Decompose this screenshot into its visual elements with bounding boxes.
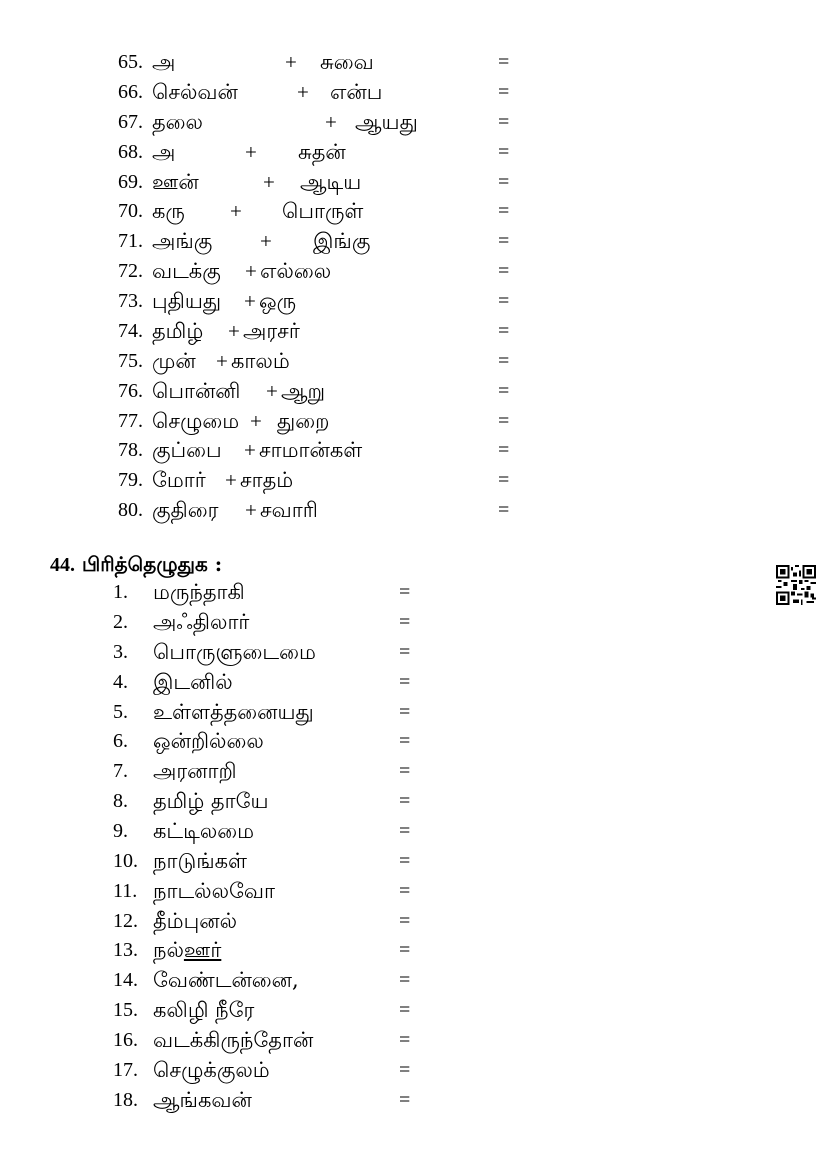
equals-sign: =: [399, 880, 411, 902]
word: இடனில்: [153, 670, 233, 694]
plus-sign: +: [244, 289, 256, 313]
equals-sign: =: [399, 760, 411, 782]
item-number: 13.: [113, 939, 138, 961]
second-word: சுதன்: [298, 140, 346, 164]
word: வடக்கிருந்தோன்: [153, 1028, 314, 1052]
second-word: என்ப: [330, 80, 383, 104]
item-number: 75.: [118, 350, 143, 372]
equals-sign: =: [498, 439, 510, 461]
plus-sign: +: [266, 379, 278, 403]
first-word: முன்: [152, 349, 196, 373]
equals-sign: =: [399, 969, 411, 991]
plus-sign: +: [263, 170, 275, 194]
first-word: கரு: [152, 199, 185, 223]
word: கலிழி நீரே: [153, 998, 255, 1022]
equals-sign: =: [399, 910, 411, 932]
word: செழுக்குலம்: [153, 1058, 270, 1082]
second-word: பொருள்: [282, 199, 364, 223]
item-number: 11.: [113, 880, 138, 902]
item-number: 67.: [118, 111, 143, 133]
plus-sign: +: [228, 319, 240, 343]
item-number: 80.: [118, 499, 143, 521]
equals-sign: =: [498, 111, 510, 133]
item-number: 3.: [113, 641, 128, 663]
first-word: செல்வன்: [152, 80, 238, 104]
item-number: 73.: [118, 290, 143, 312]
equals-sign: =: [399, 641, 411, 663]
first-word: பொன்னி: [152, 379, 241, 403]
plus-sign: +: [260, 229, 272, 253]
section-heading: [50, 549, 222, 580]
second-word: சவாரி: [260, 498, 318, 522]
item-number: 72.: [118, 260, 143, 282]
item-number: 76.: [118, 380, 143, 402]
first-word: தமிழ்: [152, 319, 204, 343]
second-word: அரசர்: [243, 319, 300, 343]
word: ஒன்றில்லை: [153, 729, 264, 753]
word: தீம்புனல்: [153, 909, 237, 933]
plus-sign: +: [244, 438, 256, 462]
plus-sign: +: [230, 199, 242, 223]
plus-sign: +: [250, 409, 262, 433]
second-word: காலம்: [231, 349, 290, 373]
item-number: 65.: [118, 51, 143, 73]
word: கட்டிலமை: [153, 819, 255, 843]
item-number: 70.: [118, 200, 143, 222]
equals-sign: =: [498, 469, 510, 491]
second-word: ஆயது: [355, 110, 418, 134]
equals-sign: =: [498, 171, 510, 193]
equals-sign: =: [498, 499, 510, 521]
first-word: அங்கு: [152, 229, 213, 253]
second-word: சுவை: [320, 50, 374, 74]
equals-sign: =: [399, 1059, 411, 1081]
equals-sign: =: [498, 260, 510, 282]
second-word: ஆறு: [281, 379, 326, 403]
plus-sign: +: [216, 349, 228, 373]
item-number: 9.: [113, 820, 128, 842]
word-part: நல்: [153, 938, 184, 962]
equals-sign: =: [399, 671, 411, 693]
item-number: 4.: [113, 671, 128, 693]
word: பொருளுடைமை: [153, 640, 316, 664]
plus-sign: +: [297, 80, 309, 104]
item-number: 8.: [113, 790, 128, 812]
equals-sign: =: [498, 410, 510, 432]
equals-sign: =: [498, 51, 510, 73]
equals-sign: =: [498, 141, 510, 163]
item-number: 78.: [118, 439, 143, 461]
equals-sign: =: [498, 290, 510, 312]
plus-sign: +: [285, 50, 297, 74]
item-number: 15.: [113, 999, 138, 1021]
item-number: 2.: [113, 611, 128, 633]
item-number: 66.: [118, 81, 143, 103]
item-number: 12.: [113, 910, 138, 932]
first-word: அ: [152, 140, 176, 164]
equals-sign: =: [399, 1089, 411, 1111]
equals-sign: =: [399, 611, 411, 633]
word: நாடல்லவோ: [153, 879, 276, 903]
word: உள்ளத்தனையது: [153, 700, 314, 724]
word: அஃதிலார்: [153, 610, 250, 634]
equals-sign: =: [399, 999, 411, 1021]
word: வேண்டன்னை,: [153, 968, 299, 992]
item-number: 79.: [118, 469, 143, 491]
first-word: மோர்: [152, 468, 206, 492]
qr-code-icon: [776, 565, 816, 605]
first-word: அ: [152, 50, 176, 74]
equals-sign: =: [498, 81, 510, 103]
second-word: சாமான்கள்: [259, 438, 363, 462]
item-number: 17.: [113, 1059, 138, 1081]
plus-sign: +: [245, 498, 257, 522]
item-number: 10.: [113, 850, 138, 872]
item-number: 74.: [118, 320, 143, 342]
equals-sign: =: [399, 939, 411, 961]
first-word: ஊன்: [152, 170, 199, 194]
first-word: செழுமை: [152, 409, 240, 433]
second-word: இங்கு: [313, 229, 371, 253]
underlined-word-part: ஊர்: [183, 938, 222, 962]
equals-sign: =: [498, 380, 510, 402]
second-word: துறை: [277, 409, 330, 433]
word: மருந்தாகி: [153, 580, 245, 604]
plus-sign: +: [325, 110, 337, 134]
item-number: 5.: [113, 701, 128, 723]
first-word: தலை: [152, 110, 203, 134]
equals-sign: =: [399, 730, 411, 752]
equals-sign: =: [498, 200, 510, 222]
item-number: 71.: [118, 230, 143, 252]
first-word: குப்பை: [152, 438, 222, 462]
second-word: ஒரு: [259, 289, 297, 313]
second-word: ஆடிய: [300, 170, 362, 194]
equals-sign: =: [399, 1029, 411, 1051]
section-title: பிரித்தெழுதுக :: [81, 552, 223, 576]
item-number: 68.: [118, 141, 143, 163]
item-number: 1.: [113, 581, 128, 603]
equals-sign: =: [399, 790, 411, 812]
first-word: குதிரை: [152, 498, 219, 522]
item-number: 69.: [118, 171, 143, 193]
equals-sign: =: [399, 701, 411, 723]
word: [153, 935, 221, 965]
plus-sign: +: [225, 468, 237, 492]
plus-sign: +: [245, 140, 257, 164]
item-number: 6.: [113, 730, 128, 752]
item-number: 14.: [113, 969, 138, 991]
second-word: சாதம்: [240, 468, 294, 492]
equals-sign: =: [498, 350, 510, 372]
word: ஆங்கவன்: [153, 1088, 252, 1112]
item-number: 18.: [113, 1089, 138, 1111]
word: நாடுங்கள்: [153, 849, 247, 873]
equals-sign: =: [399, 581, 411, 603]
plus-sign: +: [245, 259, 257, 283]
equals-sign: =: [399, 820, 411, 842]
item-number: 7.: [113, 760, 128, 782]
first-word: புதியது: [152, 289, 222, 313]
word: அரனாறி: [153, 759, 237, 783]
second-word: எல்லை: [260, 259, 332, 283]
equals-sign: =: [498, 320, 510, 342]
word: தமிழ் தாயே: [153, 789, 269, 813]
equals-sign: =: [399, 850, 411, 872]
first-word: வடக்கு: [152, 259, 221, 283]
equals-sign: =: [498, 230, 510, 252]
item-number: 16.: [113, 1029, 138, 1051]
item-number: 77.: [118, 410, 143, 432]
section-number: 44.: [50, 554, 75, 576]
